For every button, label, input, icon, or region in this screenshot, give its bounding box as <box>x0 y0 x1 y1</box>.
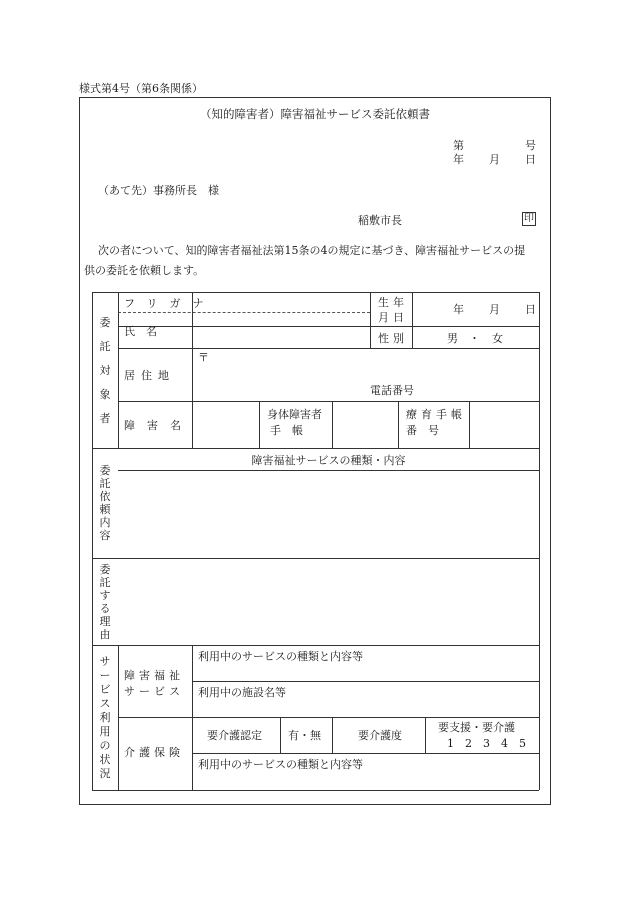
document-title: （知的障害者）障害福祉サービス委託依頼書 <box>200 107 430 121</box>
birth-label-1: 生年 <box>378 296 408 309</box>
form-frame <box>79 97 551 805</box>
phone-label: 電話番号 <box>370 384 414 397</box>
shogai-label-2: サービス <box>124 685 184 698</box>
yes-no-label: 有・無 <box>288 729 321 742</box>
section-content-label: 委 託 依 頼 内 容 <box>99 464 111 542</box>
postal-mark: 〒 <box>198 351 209 364</box>
birth-day: 日 <box>525 303 536 316</box>
ryoiku-label-2: 番 号 <box>406 424 439 437</box>
kaigo-services-label: 利用中のサービスの種類と内容等 <box>198 758 363 771</box>
mayor-name: 稲敷市長 <box>358 214 402 227</box>
support-levels-label: 要支援・要介護 <box>438 721 515 734</box>
disability-name-label: 障害名 <box>124 419 193 432</box>
physical-book-label-2: 手 帳 <box>270 424 303 437</box>
birth-label-2: 月日 <box>378 311 408 324</box>
ryoiku-label-1: 療育手帳 <box>406 408 466 421</box>
addressee: （あて先）事務所長 様 <box>98 184 219 197</box>
facility-name-label: 利用中の施設名等 <box>198 686 286 699</box>
date-day: 日 <box>525 153 536 166</box>
level-numbers: 1 2 3 4 5 <box>447 737 526 750</box>
residence-label: 居住地 <box>124 369 175 382</box>
sex-female: 女 <box>492 332 503 345</box>
current-services-label: 利用中のサービスの種類と内容等 <box>198 650 363 663</box>
physical-book-label-1: 身体障害者 <box>267 408 322 421</box>
section-target-label: 委 託 対 象 者 <box>99 315 111 425</box>
seal-mark: 印 <box>524 213 534 224</box>
doc-no-dai: 第 <box>453 139 464 152</box>
form-number: 様式第4号（第6条関係） <box>79 82 203 95</box>
name-label: 氏 名 <box>124 325 157 338</box>
kaigo-label: 介護保険 <box>124 746 184 759</box>
doc-no-go: 号 <box>525 139 536 152</box>
sex-dot: ・ <box>469 332 480 345</box>
service-type-header: 障害福祉サービスの種類・内容 <box>251 454 406 467</box>
section-usage-label: サ ー ビ ス 利 用 の 状 況 <box>99 655 111 780</box>
sex-male: 男 <box>447 332 458 345</box>
intro-line-1: 次の者について、知的障害者福祉法第15条の4の規定に基づき、障害福祉サービスの提 <box>98 244 526 257</box>
sex-label: 性別 <box>378 332 408 345</box>
care-cert-label: 要介護認定 <box>207 729 262 742</box>
date-year: 年 <box>453 153 464 166</box>
date-month: 月 <box>489 153 500 166</box>
birth-month: 月 <box>489 303 500 316</box>
section-reason-label: 委 託 す る 理 由 <box>99 562 111 641</box>
care-level-label: 要介護度 <box>358 729 402 742</box>
birth-year: 年 <box>453 303 464 316</box>
shogai-label-1: 障害福祉 <box>124 669 184 682</box>
intro-line-2: 供の委託を依頼します。 <box>84 264 205 277</box>
furigana-label: フリガナ <box>124 297 216 310</box>
